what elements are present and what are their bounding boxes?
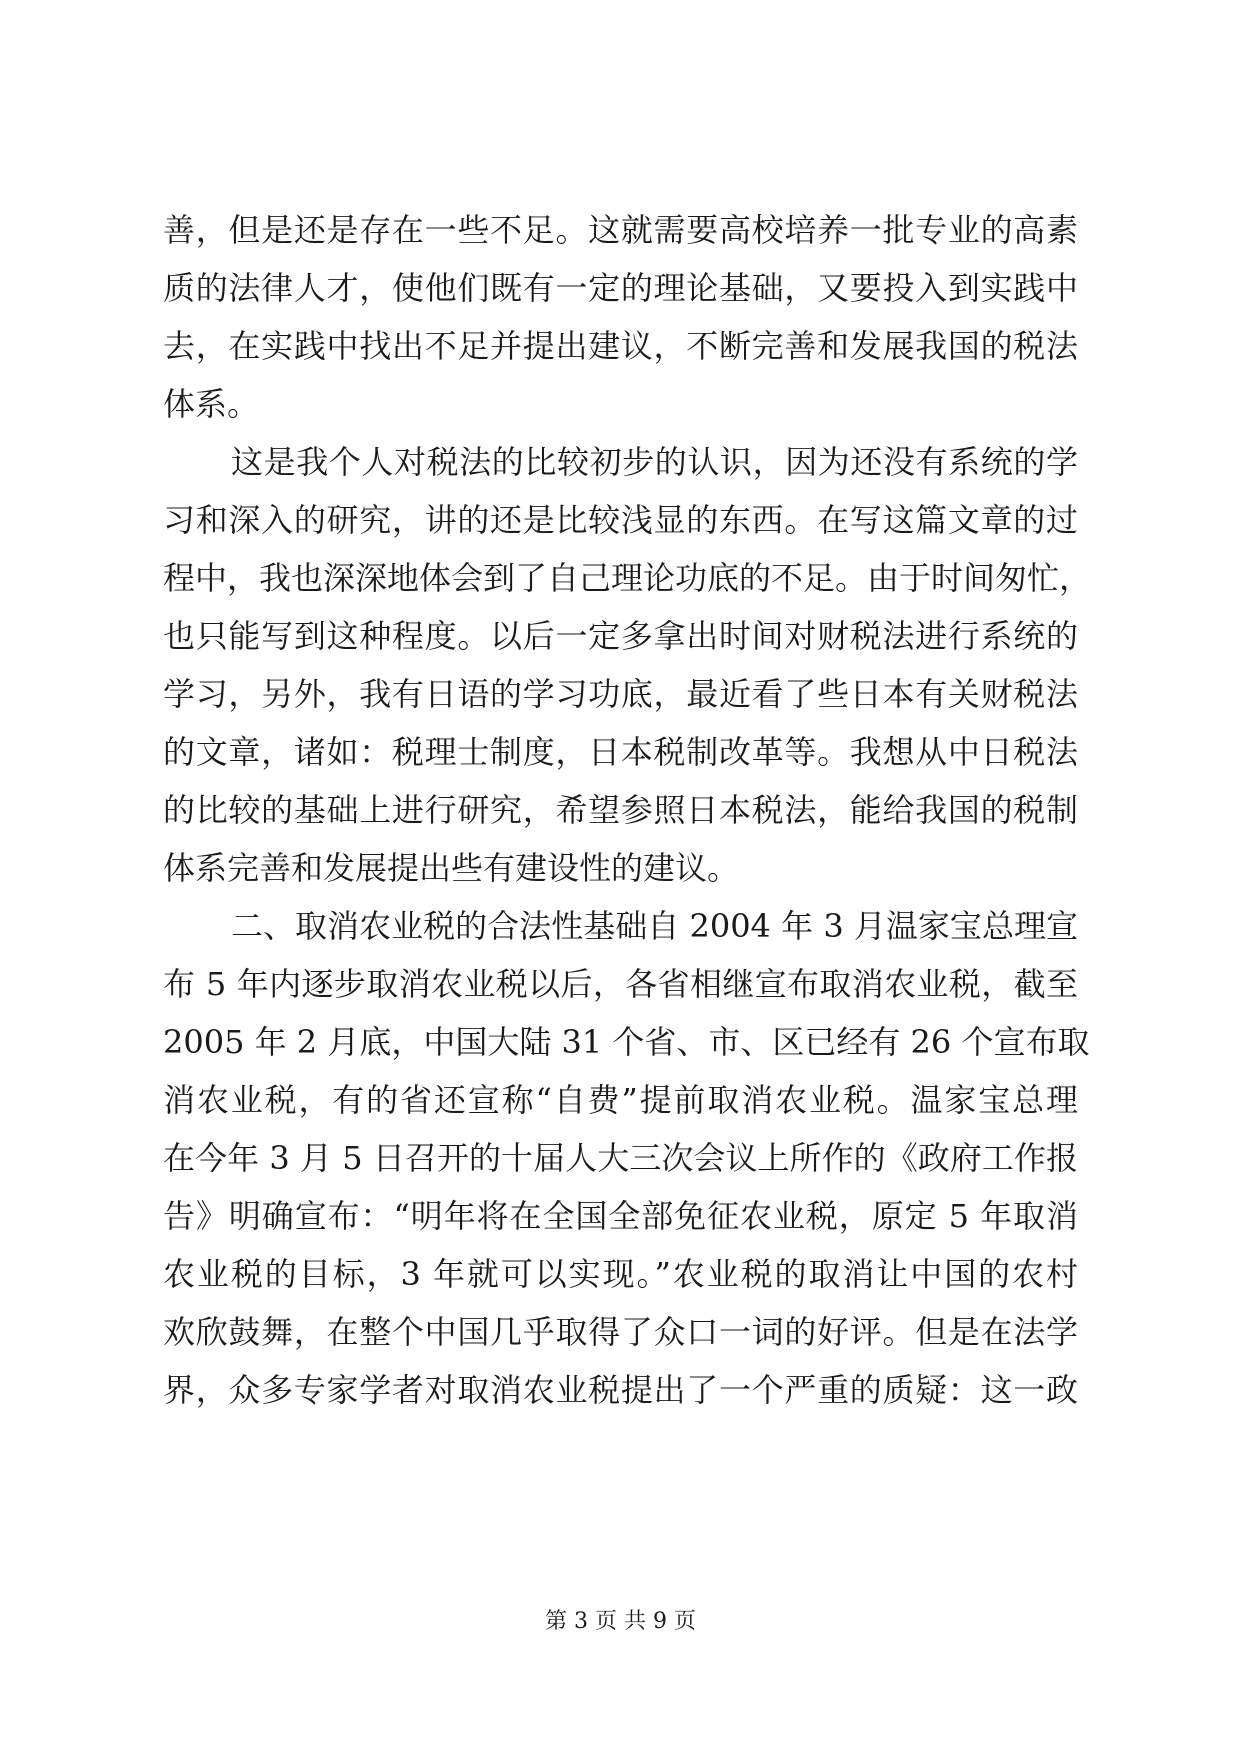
text-line: 习和深入的研究，讲的还是比较浅显的东西。在写这篇文章的过 — [163, 501, 1078, 539]
text-line: 体系。 — [163, 385, 260, 423]
text-line: 界，众多专家学者对取消农业税提出了一个严重的质疑：这一政 — [163, 1371, 1078, 1409]
text-line: 的比较的基础上进行研究，希望参照日本税法，能给我国的税制 — [163, 791, 1078, 829]
text-line: 善，但是还是存在一些不足。这就需要高校培养一批专业的高素 — [163, 211, 1078, 249]
text-line: 告》明确宣布：“明年将在全国全部免征农业税，原定 5 年取消 — [163, 1197, 1078, 1235]
text-line: 欢欣鼓舞，在整个中国几乎取得了众口一词的好评。但是在法学 — [163, 1313, 1078, 1351]
text-line: 的文章，诸如：税理士制度，日本税制改革等。我想从中日税法 — [163, 733, 1078, 771]
text-line: 学习，另外，我有日语的学习功底，最近看了些日本有关财税法 — [163, 675, 1078, 713]
text-line: 布 5 年内逐步取消农业税以后，各省相继宣布取消农业税，截至 — [163, 965, 1078, 1003]
text-line: 2005 年 2 月底，中国大陆 31 个省、市、区已经有 26 个宣布取 — [163, 1023, 1090, 1061]
text-line: 也只能写到这种程度。以后一定多拿出时间对财税法进行系统的 — [163, 617, 1078, 655]
text-line: 程中，我也深深地体会到了自己理论功底的不足。由于时间匆忙， — [163, 559, 1092, 597]
text-line: 体系完善和发展提出些有建设性的建议。 — [163, 849, 740, 887]
text-line: 去，在实践中找出不足并提出建议，不断完善和发展我国的税法 — [163, 327, 1078, 365]
text-line: 这是我个人对税法的比较初步的认识，因为还没有系统的学 — [231, 443, 1078, 481]
text-line: 消农业税，有的省还宣称“自费”提前取消农业税。温家宝总理 — [163, 1081, 1078, 1119]
page-number-footer: 第 3 页 共 9 页 — [545, 1609, 696, 1634]
text-line: 二、取消农业税的合法性基础自 2004 年 3 月温家宝总理宣 — [231, 907, 1078, 945]
text-line: 在今年 3 月 5 日召开的十届人大三次会议上所作的《政府工作报 — [163, 1139, 1078, 1177]
text-line: 质的法律人才，使他们既有一定的理论基础，又要投入到实践中 — [163, 269, 1078, 307]
text-line: 农业税的目标，3 年就可以实现。”农业税的取消让中国的农村 — [163, 1255, 1078, 1293]
